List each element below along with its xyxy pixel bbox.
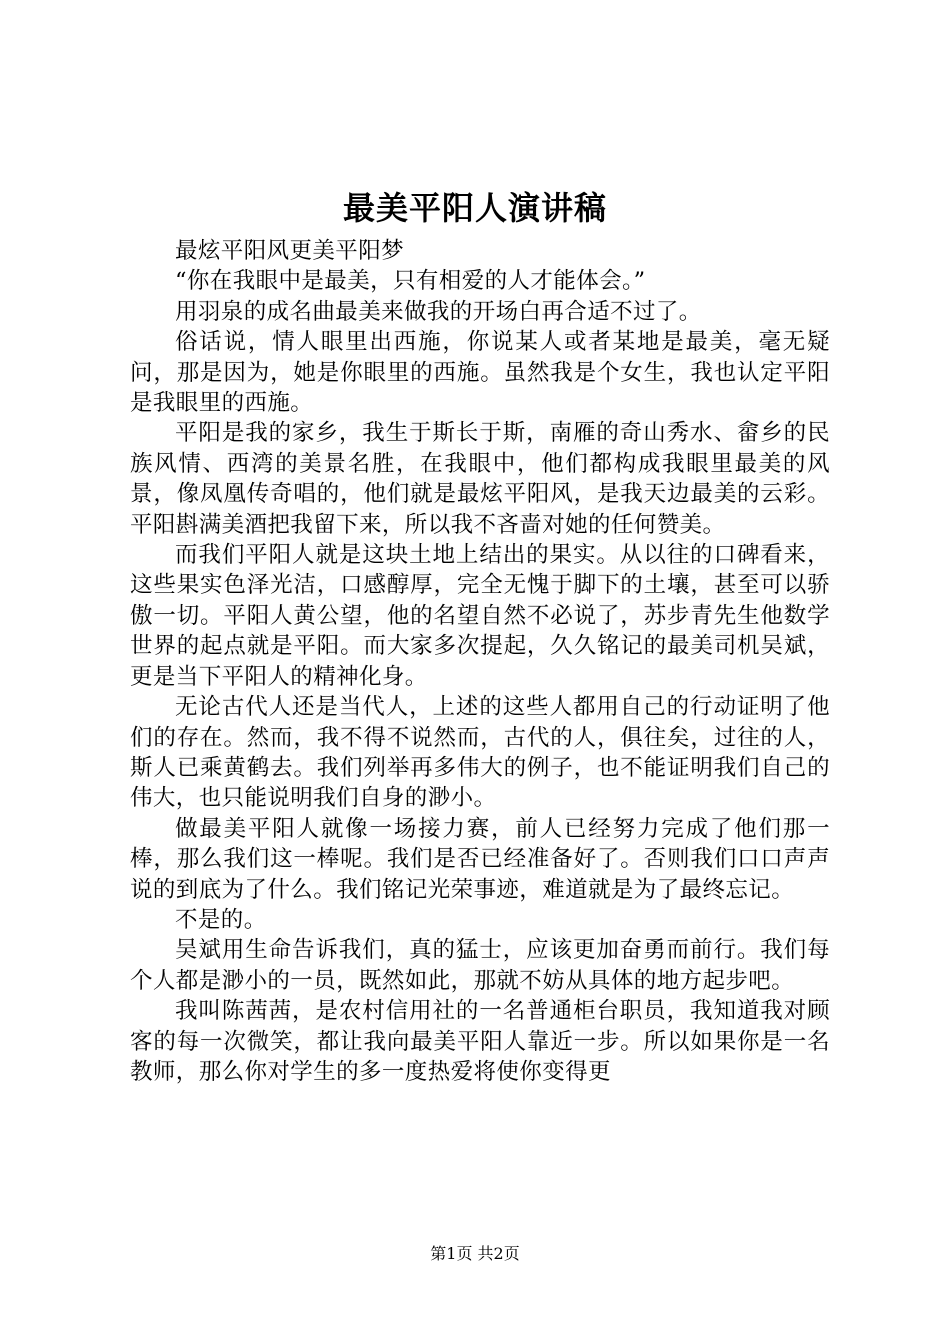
paragraph-self-intro: 我叫陈茜茜，是农村信用社的一名普通柜台职员，我知道我对顾客的每一次微笑，都让我向最美平阳人靠近一步。所以如果你是一名教师，那么你对学生的多一度热爱将使你变得更 — [130, 998, 830, 1085]
paragraph-xishi: 俗话说，情人眼里出西施，你说某人或者某地是最美，毫无疑问，那是因为，她是你眼里的西施。虽然我是个女生，我也认定平阳是我眼里的西施。 — [130, 329, 830, 417]
paragraph-hometown: 平阳是我的家乡，我生于斯长于斯，南雁的奇山秀水、畲乡的民族风情、西湾的美景名胜，在我眼中，他们都构成我眼里最美的风景，像凤凰传奇唱的，他们就是最炫平阳风，是我天边最美的云彩。平阳斟满美酒把我留下来，所以我不吝啬对她的任何赞美。 — [130, 420, 830, 538]
paragraph-wubin: 吴斌用生命告诉我们，真的猛士，应该更加奋勇而前行。我们每个人都是渺小的一员，既然如此，那就不妨从具体的地方起步吧。 — [130, 937, 830, 994]
paragraph-ancient-modern: 无论古代人还是当代人，上述的这些人都用自己的行动证明了他们的存在。然而，我不得不说然而，古代的人，俱往矣，过往的人，斯人已乘黄鹤去。我们列举再多伟大的例子，也不能证明我们自己的伟大，也只能说明我们自身的渺小。 — [130, 694, 830, 812]
paragraph-people: 而我们平阳人就是这块土地上结出的果实。从以往的口碑看来，这些果实色泽光洁，口感醇厚，完全无愧于脚下的土壤，甚至可以骄傲一切。平阳人黄公望，他的名望自然不必说了，苏步青先生他数学世界的起点就是平阳。而大家多次提起，久久铭记的最美司机吴斌，更是当下平阳人的精神化身。 — [130, 542, 830, 690]
paragraph-no: 不是的。 — [175, 906, 267, 933]
paragraph-quote: “你在我眼中是最美，只有相爱的人才能体会。” — [175, 268, 646, 295]
document-title: 最美平阳人演讲稿 — [342, 189, 607, 227]
document-body — [130, 236, 830, 1087]
paragraph-relay: 做最美平阳人就像一场接力赛，前人已经努力完成了他们那一棒，那么我们这一棒呢。我们是否已经准备好了。否则我们口口声声说的到底为了什么。我们铭记光荣事迹，难道就是为了最终忘记。 — [130, 815, 830, 903]
page-footer: 第1页 共2页 — [430, 1244, 520, 1263]
paragraph-subtitle: 最炫平阳风更美平阳梦 — [175, 238, 405, 264]
paragraph-opening: 用羽泉的成名曲最美来做我的开场白再合适不过了。 — [175, 298, 702, 325]
